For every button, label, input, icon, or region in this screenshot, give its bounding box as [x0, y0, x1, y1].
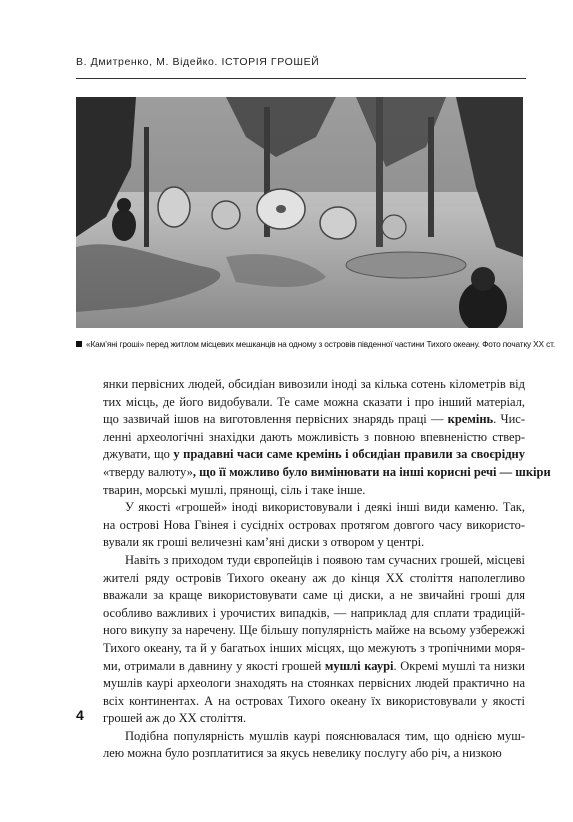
- text-line: [103, 605, 525, 623]
- text-run: . Окремі мушлі та низки: [393, 658, 525, 673]
- text-line: [103, 394, 525, 412]
- caption-square-marker: [76, 341, 82, 347]
- text-run: ленні археологічні знахідки дають можливість з повною впевненістю ствер-: [103, 429, 525, 444]
- bold-text: мушлі каурі: [324, 658, 394, 673]
- text-run: всіх континентах. А на островах Тихого океану їх використовували у якості: [103, 693, 525, 708]
- text-run: грошей аж до XX століття.: [103, 711, 247, 726]
- text-run: жителі ряду островів Тихого океану аж до кінця XX століття наполегливо: [103, 570, 525, 585]
- text-run: Навіть з приходом туди європейців і появою там сучасних грошей, місцеві: [125, 552, 525, 567]
- text-line: [103, 570, 525, 588]
- photo-caption: [76, 339, 555, 349]
- text-line: [103, 710, 525, 728]
- text-line: [103, 622, 525, 640]
- text-line: [103, 499, 525, 517]
- paragraph: [103, 552, 525, 728]
- text-run: ного викупу за наречену. Ще більшу популярність майже на всьому узбережжі: [103, 623, 525, 638]
- text-run: вважали за краще використовувати саме ці диски, а не звичайні гроші для: [103, 588, 525, 603]
- text-line: [103, 446, 525, 464]
- text-run: «тверду валюту»: [103, 464, 193, 479]
- text-line: [103, 411, 525, 429]
- text-line: [103, 675, 525, 693]
- header-rule: [76, 78, 526, 79]
- paragraph: [103, 499, 525, 552]
- bold-text: , що її можливо було вимінювати на інші корисні речі — шкіри: [192, 464, 551, 479]
- text-run: Тихого океану, та й у багатьох інших місцях, що межують з тропічними моря-: [103, 640, 525, 655]
- text-line: [103, 464, 551, 482]
- photo-illustration: [76, 97, 523, 328]
- text-run: тих місць, де його видобували. Те саме можна сказати і про інший матеріал,: [103, 394, 525, 409]
- text-line: [103, 640, 525, 658]
- text-run: на острові Нова Гвінея і сусідніх островах протягом довгого часу використо-: [103, 517, 525, 532]
- bold-text: у прадавні часи саме кремінь і обсидіан правили за своєрідну: [173, 447, 525, 462]
- body-text: [103, 376, 551, 763]
- stone-money-photo: [76, 97, 523, 328]
- text-run: мушлів каурі археологи знаходять на стоянках первісних людей практично на: [103, 676, 525, 691]
- page-number: 4: [76, 707, 84, 723]
- text-line: [103, 552, 525, 570]
- text-run: особливо важливих і урочистих випадків, — наприклад для сплати традицій-: [103, 605, 525, 620]
- caption-text: «Кам’яні гроші» перед житлом місцевих мешканців на одному з островів південної частини Тихого океану. Фото початку XX ст.: [86, 339, 555, 349]
- text-line: [103, 728, 525, 746]
- text-line: [103, 429, 525, 447]
- text-run: . Чис-: [493, 412, 525, 427]
- text-run: янки первісних людей, обсидіан вивозили іноді за кілька сотень кілометрів від: [103, 377, 525, 391]
- bold-text: кремінь: [447, 412, 494, 427]
- text-run: вували як гроші величезні кам’яні диски з отвором у центрі.: [103, 535, 425, 550]
- text-line: [103, 745, 525, 763]
- text-line: [103, 517, 525, 535]
- text-run: тварин, морські мушлі, прянощі, сіль і таке інше.: [103, 482, 366, 497]
- text-line: [103, 482, 525, 500]
- text-run: джувати, що: [103, 447, 174, 462]
- text-line: [103, 693, 525, 711]
- text-run: ми, отримали в давнину у якості грошей: [103, 658, 325, 673]
- text-line: [103, 587, 525, 605]
- text-line: [103, 534, 525, 552]
- paragraph: [103, 728, 525, 763]
- text-run: У якості «грошей» іноді використовували і деякі інші види каменю. Так,: [125, 500, 525, 515]
- paragraph: [103, 376, 551, 499]
- running-head: В. Дмитренко, М. Відейко. ІСТОРІЯ ГРОШЕЙ: [76, 56, 320, 68]
- text-run: Подібна популярність мушлів каурі пояснювалася тим, що однією муш-: [125, 728, 525, 743]
- text-line: [103, 658, 525, 676]
- text-run: лею можна було розплатитися за якусь невелику послугу або річ, а низкою: [103, 746, 502, 761]
- text-run: що зазвичай ішов на виготовлення первісних знарядь праці —: [103, 412, 448, 427]
- text-line: [103, 376, 525, 394]
